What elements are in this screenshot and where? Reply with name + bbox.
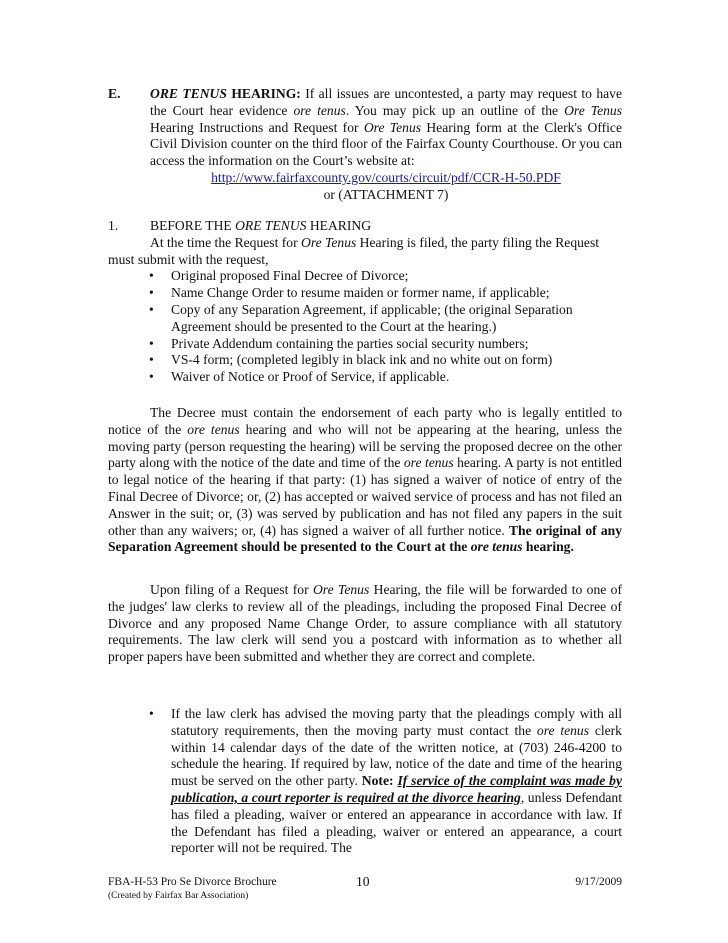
section-1 bbox=[108, 218, 622, 386]
requirements-list bbox=[108, 268, 622, 386]
page-number: 10 bbox=[356, 874, 370, 889]
attachment-note: or (ATTACHMENT 7) bbox=[323, 186, 449, 202]
scheduling-bullet-text: If the law clerk has advised the moving party that the pleadings comply with all statutory requirements, then the moving party must contact the ore tenus clerk within 14 calendar days of the date of the written notice, at (703) 246-4200 to schedule the hearing. If required by law, notice of the date and time of the hearing must be served on the other party. Note: If service of the complaint was made by publication, a court reporter is required at the divorce hearing, unless Defendant has filed a pleading, waiver or entered an appearance in accordance with law. If the Defendant has filed a pleading, waiver or entered an appearance, a court reporter will not be required. The bbox=[171, 706, 622, 856]
bullet-icon: • bbox=[149, 706, 154, 721]
section-e bbox=[108, 86, 622, 204]
bullet-icon: • bbox=[149, 268, 154, 284]
court-website-link-row bbox=[150, 170, 622, 187]
section-1-number: 1. bbox=[108, 218, 119, 233]
section-1-heading: BEFORE THE ORE TENUS HEARING bbox=[150, 218, 372, 233]
section-e-letter: E. bbox=[108, 86, 121, 101]
brochure-id: FBA-H-53 Pro Se Divorce Brochure bbox=[108, 876, 277, 888]
decree-endorsement-paragraph: The Decree must contain the endorsement of each party who is legally entitled to notice of the ore tenus hearing and who will not be appearing at the hearing, unless the moving party (person requesting the hearing) will be serving the proposed decree on the other party along with the notice of the date and time of the ore tenus hearing. A party is not entitled to legal notice of the hearing if that party: (1) has signed a waiver of notice of entry of the Final Decree of Divorce; or, (2) has accepted or waived service of process and has not filed an Answer in the suit; or, (3) was served by publication and has not filed any papers in the suit other than any waivers; or, (4) has signed a waiver of all further notice. The original of any Separation Agreement should be presented to the Court at the ore tenus hearing. bbox=[108, 405, 622, 555]
section-1-intro: At the time the Request for Ore Tenus Hearing is filed, the party filing the Request must submit with the request, bbox=[108, 234, 600, 267]
bullet-icon: • bbox=[149, 285, 154, 301]
filing-review-paragraph: Upon filing of a Request for Ore Tenus Hearing, the file will be forwarded to one of the judges' law clerks to review all of the pleadings, including the proposed Final Decree of Divorce and any proposed Name Change Order, to assure compliance with all statutory requirements. The law clerk will send you a postcard with information as to whether all proper papers have been submitted and whether they are correct and complete. bbox=[108, 582, 622, 665]
list-item: • Name Change Order to resume maiden or former name, if applicable; bbox=[149, 285, 550, 301]
separation-agreement-notice: The original of any Separation Agreement should be presented to the Court at the ore tenus hearing. bbox=[108, 522, 622, 555]
list-item: • VS-4 form; (completed legibly in black ink and no white out on form) bbox=[149, 352, 553, 368]
court-website-link[interactable]: http://www.fairfaxcounty.gov/courts/circuit/pdf/CCR-H-50.PDF bbox=[211, 169, 561, 185]
section-e-body: ORE TENUS HEARING: If all issues are uncontested, a party may request to have the Court hear evidence ore tenus. You may pick up an outline of the Ore Tenus Hearing Instructions and Request for Ore Tenus Hearing form at the Clerk's Office Civil Division counter on the third floor of the Fairfax County Courthouse. Or you can access the information on the Court’s website at: bbox=[150, 86, 623, 169]
section-e-title: ORE TENUS HEARING: bbox=[150, 86, 301, 101]
footer-credit: (Created by Fairfax Bar Association) bbox=[108, 891, 249, 901]
bullet-icon: • bbox=[149, 301, 154, 317]
court-reporter-requirement: If service of the complaint was made by publication, a court reporter is required at the divorce hearing bbox=[171, 773, 622, 805]
list-item: • Private Addendum containing the parties social security numbers; bbox=[149, 335, 529, 351]
footer-date: 9/17/2009 bbox=[575, 876, 622, 888]
list-item: • Copy of any Separation Agreement, if applicable; (the original Separation Agreement should be presented to the Court at the hearing.) bbox=[149, 301, 573, 334]
note-label: Note: bbox=[361, 773, 398, 789]
bullet-icon: • bbox=[149, 369, 154, 385]
bullet-icon: • bbox=[149, 352, 154, 368]
bullet-icon: • bbox=[149, 335, 154, 351]
scheduling-bullet bbox=[108, 706, 622, 857]
list-item: • Original proposed Final Decree of Divorce; bbox=[149, 268, 409, 284]
list-item: • Waiver of Notice or Proof of Service, if applicable. bbox=[149, 369, 450, 385]
